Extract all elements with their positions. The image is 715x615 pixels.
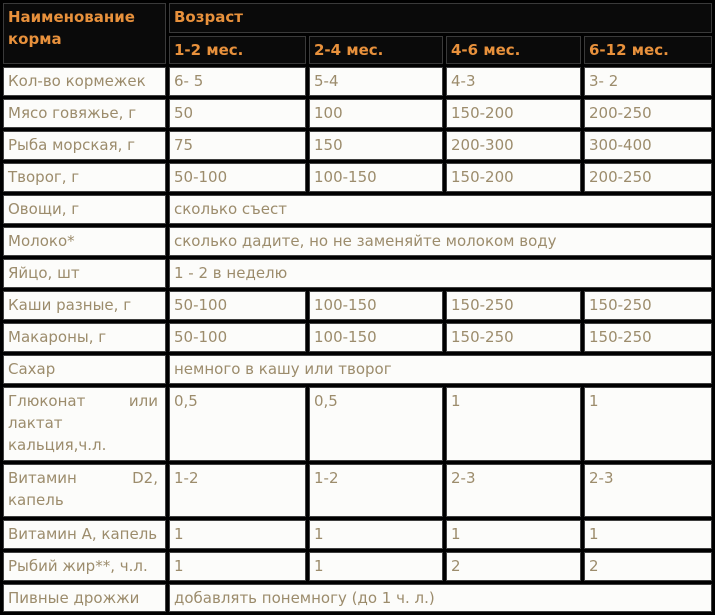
table-row-vitamin-a	[3, 520, 712, 549]
row-value: 1	[169, 520, 306, 549]
row-value: 100-150	[309, 163, 443, 192]
row-value: 75	[169, 131, 306, 160]
row-span-value: сколько дадите, но не заменяйте молоком воду	[169, 227, 712, 256]
row-value: 1	[309, 552, 443, 581]
row-value: 100-150	[309, 291, 443, 320]
table-row-fish-oil	[3, 552, 712, 581]
row-label: Витамин D2, капель	[3, 464, 166, 517]
row-label: Пивные дрожжи	[3, 584, 166, 612]
table-row-cottage-cheese	[3, 163, 712, 192]
row-value: 6- 5	[169, 67, 306, 96]
row-value: 1	[584, 520, 712, 549]
table-row-vitamin-d2	[3, 464, 712, 517]
row-label: Овощи, г	[3, 195, 166, 224]
row-value: 100-150	[309, 323, 443, 352]
table-row-vegetables	[3, 195, 712, 224]
row-value: 150-250	[446, 323, 581, 352]
row-value: 50-100	[169, 291, 306, 320]
row-label: Сахар	[3, 355, 166, 384]
row-span-value: 1 - 2 в неделю	[169, 259, 712, 288]
row-span-value: сколько съест	[169, 195, 712, 224]
row-value: 150-250	[584, 323, 712, 352]
row-value: 50-100	[169, 163, 306, 192]
table-row-sugar	[3, 355, 712, 384]
row-value: 0,5	[309, 387, 443, 461]
row-value: 2-3	[446, 464, 581, 517]
header-age-2-4: 2-4 мес.	[309, 36, 443, 64]
row-label: Творог, г	[3, 163, 166, 192]
row-value: 200-250	[584, 99, 712, 128]
header-row-group	[3, 3, 712, 33]
row-value: 1-2	[169, 464, 306, 517]
row-label: Рыба морская, г	[3, 131, 166, 160]
row-value: 2	[584, 552, 712, 581]
row-value: 100	[309, 99, 443, 128]
row-label: Каши разные, г	[3, 291, 166, 320]
row-value: 150-200	[446, 163, 581, 192]
row-value: 150	[309, 131, 443, 160]
table-row-egg	[3, 259, 712, 288]
row-value: 150-200	[446, 99, 581, 128]
table-row-beef	[3, 99, 712, 128]
row-value: 150-250	[584, 291, 712, 320]
row-span-value: добавлять понемногу (до 1 ч. л.)	[169, 584, 712, 612]
header-age-4-6: 4-6 мес.	[446, 36, 581, 64]
row-value: 50	[169, 99, 306, 128]
row-value: 5-4	[309, 67, 443, 96]
row-value: 300-400	[584, 131, 712, 160]
row-label: Молоко*	[3, 227, 166, 256]
row-label: Яйцо, шт	[3, 259, 166, 288]
table-row-calcium	[3, 387, 712, 461]
row-label: Макароны, г	[3, 323, 166, 352]
header-age-6-12: 6-12 мес.	[584, 36, 712, 64]
row-value: 50-100	[169, 323, 306, 352]
row-value: 150-250	[446, 291, 581, 320]
row-label: Мясо говяжье, г	[3, 99, 166, 128]
row-value: 200-300	[446, 131, 581, 160]
row-label: Рыбий жир**, ч.л.	[3, 552, 166, 581]
row-value: 4-3	[446, 67, 581, 96]
header-age-group: Возраст	[169, 3, 712, 33]
row-label: Витамин А, капель	[3, 520, 166, 549]
table-row-brewers-yeast	[3, 584, 712, 612]
row-value: 2	[446, 552, 581, 581]
table-row-porridge	[3, 291, 712, 320]
table-row-feedings	[3, 67, 712, 96]
table-row-sea-fish	[3, 131, 712, 160]
table-row-pasta	[3, 323, 712, 352]
row-value: 2-3	[584, 464, 712, 517]
row-value: 0,5	[169, 387, 306, 461]
row-value: 1	[446, 387, 581, 461]
row-span-value: немного в кашу или творог	[169, 355, 712, 384]
row-value: 1-2	[309, 464, 443, 517]
row-value: 3- 2	[584, 67, 712, 96]
row-value: 1	[584, 387, 712, 461]
header-age-1-2: 1-2 мес.	[169, 36, 306, 64]
row-label: Глюконат или лактат кальция,ч.л.	[3, 387, 166, 461]
row-label: Кол-во кормежек	[3, 67, 166, 96]
row-value: 200-250	[584, 163, 712, 192]
table-row-milk	[3, 227, 712, 256]
row-value: 1	[446, 520, 581, 549]
row-value: 1	[169, 552, 306, 581]
header-food-name: Наименование корма	[3, 3, 166, 64]
row-value: 1	[309, 520, 443, 549]
